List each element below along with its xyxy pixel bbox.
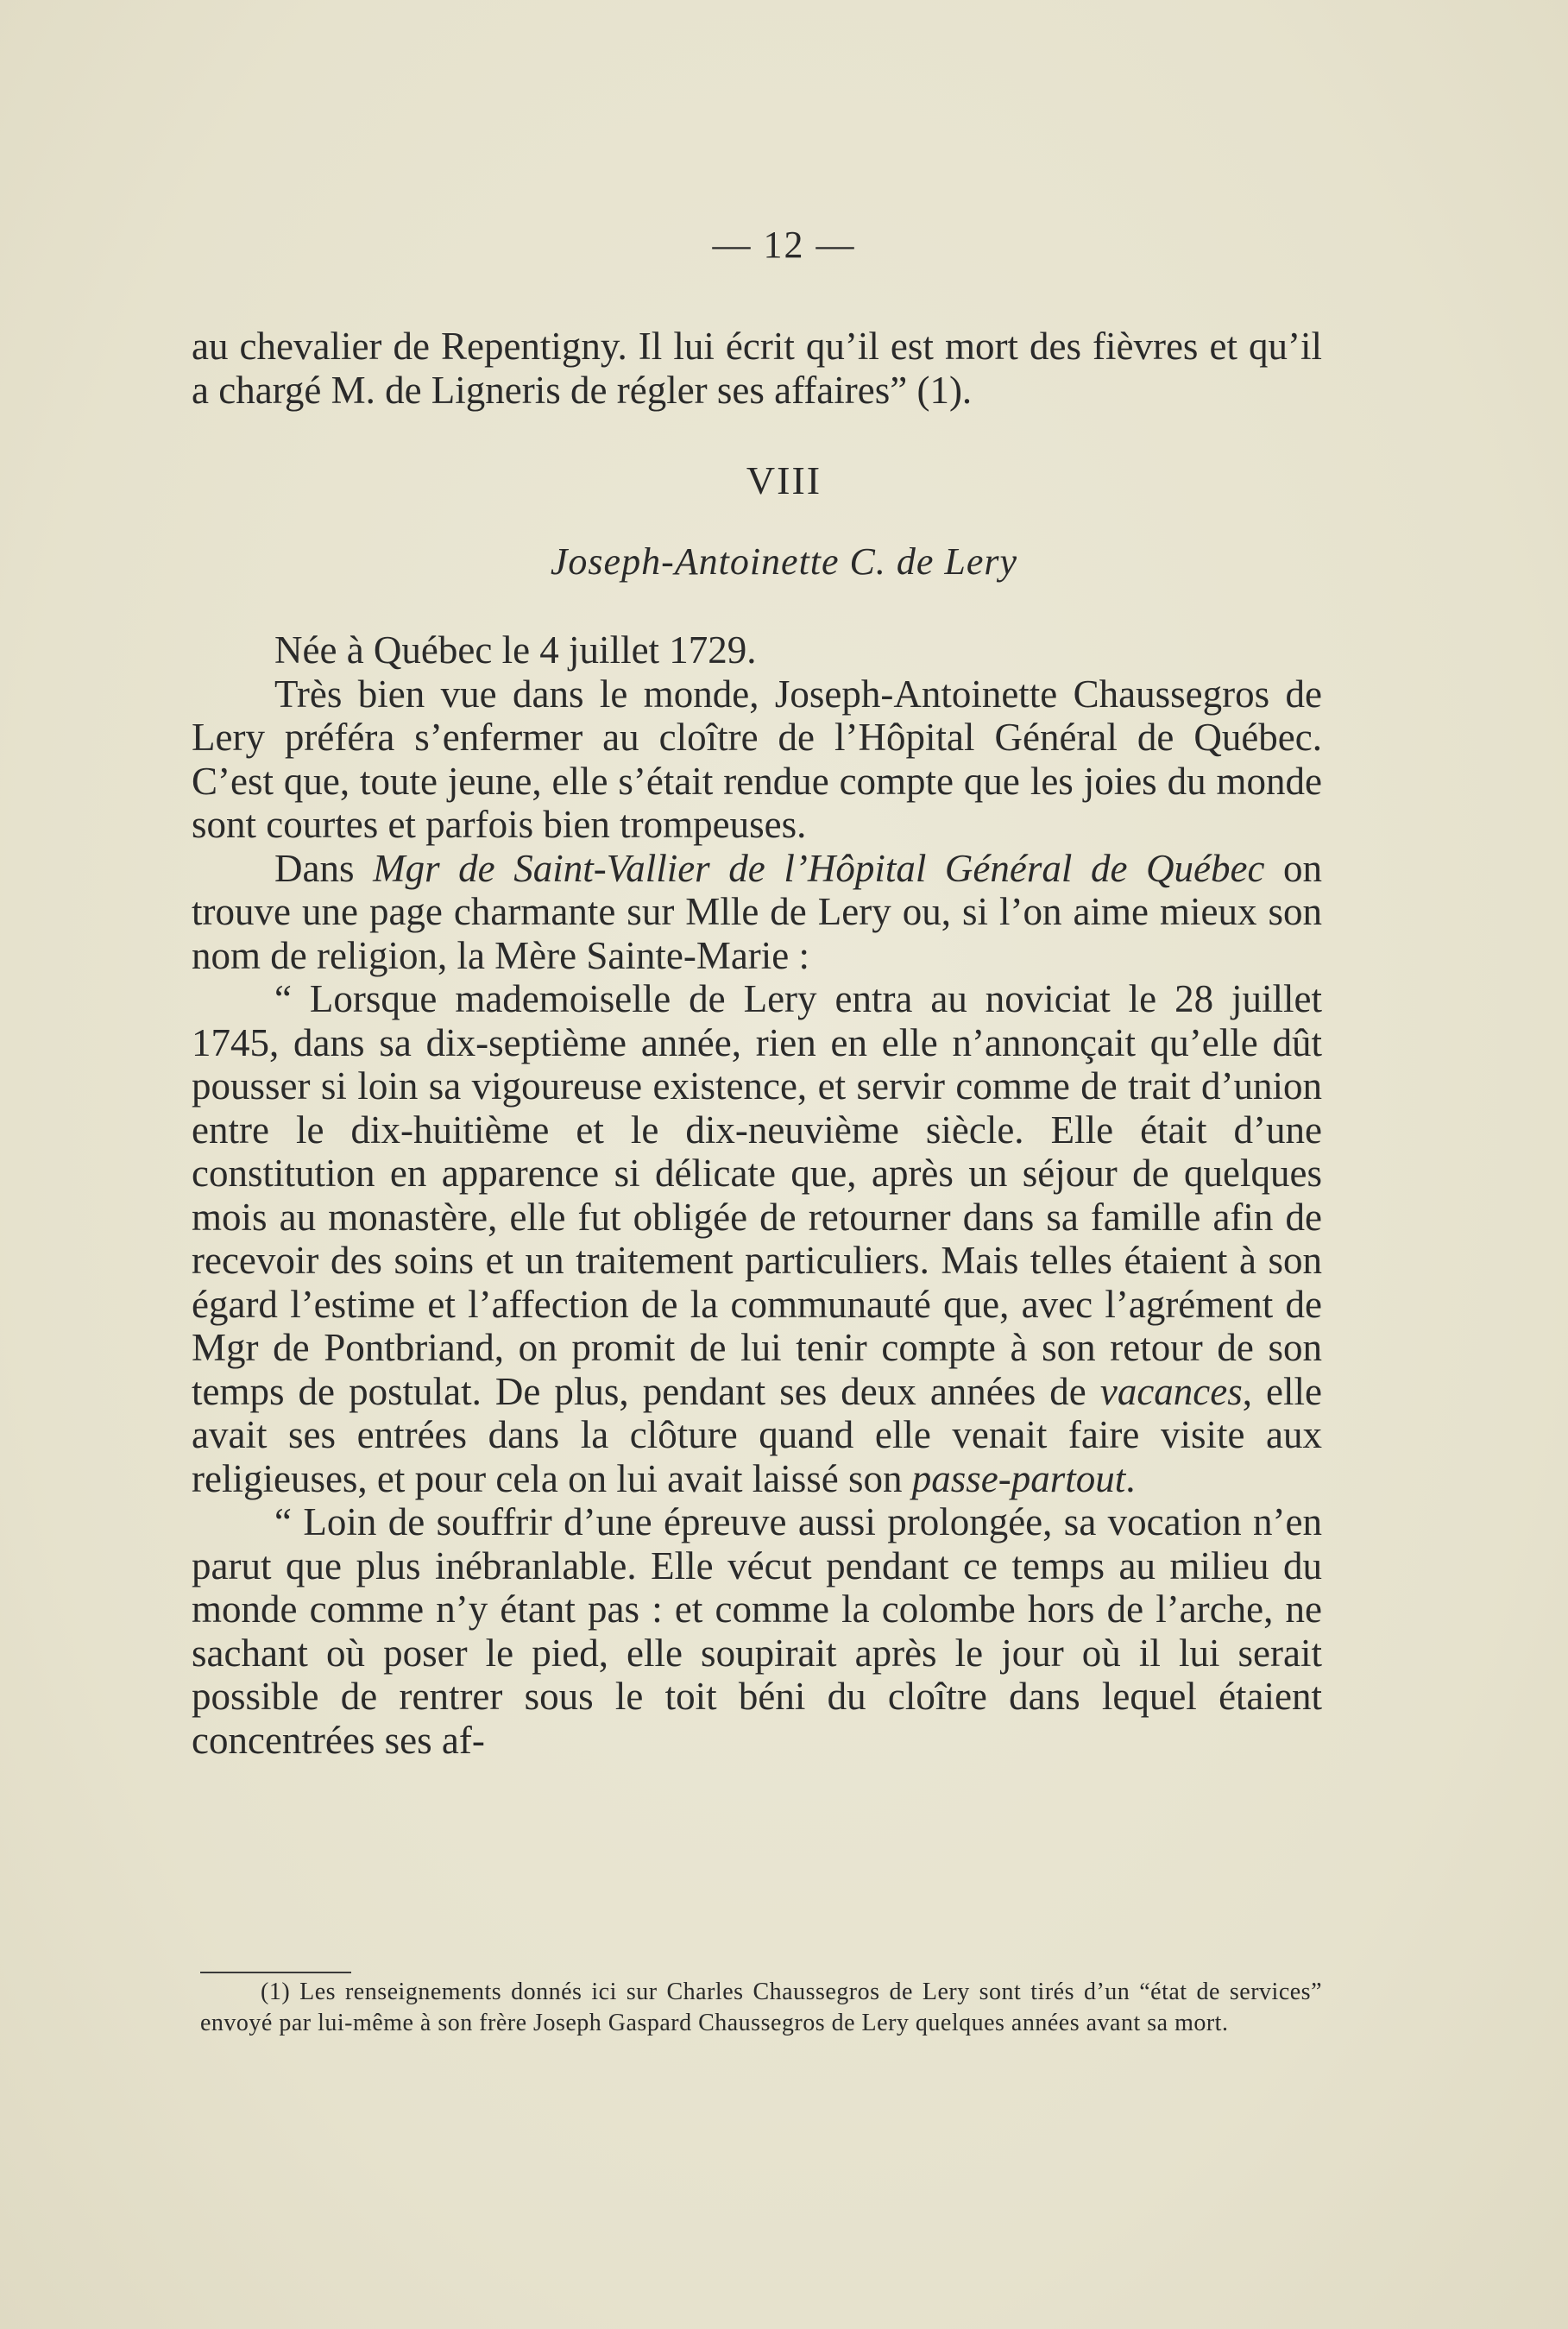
paragraph: Née à Québec le 4 juillet 1729. [274,628,757,672]
paragraph: au chevalier de Repentigny. Il lui écrit qu’il est mort des fièvres et qu’il a chargé M. de Ligneris de régler ses affaires” (1). [192,325,1322,412]
text-run: , elle avait ses entrées dans la clôture quand elle venait faire visite aux religieuses, et pour cela on lui avait laissé son [192,1369,1323,1500]
text-block-main [192,628,1322,1762]
text-run: . [1125,1456,1136,1500]
page-number: — 12 — [712,224,856,266]
quotation-paragraph [192,977,1322,1500]
section-title: Joseph-Antoinette C. de Lery [550,540,1018,583]
quotation-paragraph: “ Loin de souffrir d’une épreuve aussi prolongée, sa vocation n’en parut que plus inébranlable. Elle vécut pendant ce temps au milieu du monde comme n’y étant pas : et comme la colombe hors de l’arche, ne sachant où poser le pied, elle soupirait après le jour où il lui serait possible de rentrer sous le toit béni du cloître dans lequel étaient concentrées ses af- [192,1500,1322,1762]
footnote: (1) Les renseignements donnés ici sur Charles Chaussegros de Lery sont tirés d’un “état de services” envoyé par lui-même à son frère Joseph Gaspard Chaussegros de Lery quelques années avant sa mort. [200,1979,1322,2036]
section-number: VIII [746,458,822,502]
emphasis-passe-partout: passe-partout [911,1456,1126,1500]
text-run: on trouve une page charmante sur Mlle de Lery ou, si l’on aime mieux son nom de religion, la Mère Sainte-Marie : [192,846,1323,977]
text-block-top [192,325,1322,412]
emphasis-vacances: vacances [1099,1369,1243,1413]
text-run: Dans [274,846,374,890]
paragraph [192,847,1322,978]
text-run: “ Lorsque mademoiselle de Lery entra au noviciat le 28 juillet 1745, dans sa dix-septième année, rien en elle n’annonçait qu’elle dût pousser si loin sa vigoureuse existence, et servir comme de trait d’union entre le dix-huitième et le dix-neuvième siècle. Elle était d’une constitution en apparence si délicate que, après un séjour de quelques mois au monastère, elle fut obligée de retourner dans sa famille afin de recevoir des soins et un traitement particuliers. Mais telles étaient à son égard l’estime et l’affection de la communauté que, avec l’agrément de Mgr de Pontbriand, on promit de lui tenir compte à son retour de son temps de postulat. De plus, pendant ses deux années de [192,977,1322,1413]
paragraph: Très bien vue dans le monde, Joseph-Antoinette Chaussegros de Lery préféra s’enfermer au cloître de l’Hôpital Général de Québec. C’est que, toute jeune, elle s’était rendue compte que les joies du monde sont courtes et parfois bien trompeuses. [192,672,1322,846]
footnote-divider [200,1972,351,1973]
book-title: Mgr de Saint-Vallier de l’Hôpital Général de Québec [373,846,1265,890]
